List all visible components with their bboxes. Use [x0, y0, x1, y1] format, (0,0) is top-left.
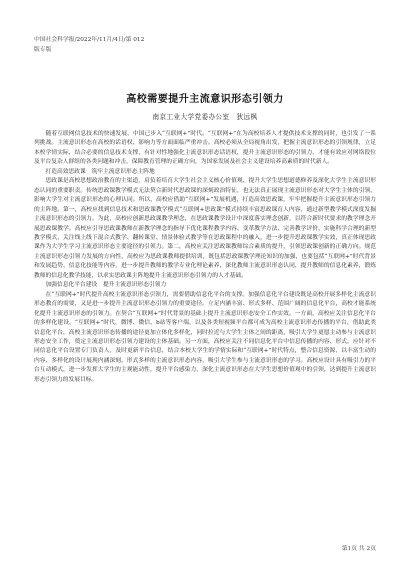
section-heading-2: 加强信息化平台建设 提升主流意识形态引领力	[45, 282, 167, 289]
article-title: 高校需要提升主流意识形态引领力	[126, 94, 284, 105]
article-author: 南京工业大学党委办公室 狄远枫	[152, 113, 258, 121]
paragraph-section-2: 在“互联网+”时代提升高校主流意识形态引领力，需要借助信息化平台的支撑。加强信息化平台建设既是高校开展多样化主流意识形态教育的需要，又是进一步提升主流意识形态引领力的重要途径。立足内涵丰富、形式多样、范围广阔的信息化平台，高校才能系统化提升主流意识形态的引领力。在契合“互联网+”时代背景的基础上提升主流意识形态安全工作实效。一方面，高校应关注信息化平台的多样化建设。“互联网+”时代，微博、微信、b站等客户端，以及各类短视频平台都可成为高校主流意识形态传播的平台，借助此类信息化平台，高校主流意识形态传播的途径更加立体化多样化，同时拉近与大学生主体之间的距离，吸引大学生更愿主动参与主流意识形态安全工作，奠定主流意识形态引领力建设的主体基础。另一方面，高校应关注不同信息化平台中信息传播的内容、形式，应针对不同信息化平台设置专门负责人，及时更新平台信息，结合本校大学生的学情实际和“互联网+”时代特点，整合信息资源，以丰富生动的内容、多样化的设计展现内涵深刻、形式多样的主流意识形态内容，吸引大学生参与主流意识形态的学习。高校应设计具有吸引力的平台互动模式，进一步发挥大学生的主观能动性，提升平台感染力，深化主流意识形态在大学生思想价值观中的引领，达到提升主流意识形态引领力的发展目标。	[34, 291, 376, 383]
column-line: 版专版	[34, 46, 52, 53]
page-number: 第1页 共 2页	[341, 546, 376, 552]
paragraph-intro: 随着互联网信息技术的快速发展，中国已步入“互联网+”时代。“互联网+”在为高校培养人才提供技术支撑的同时，也引发了一系列挑战。主流意识形态在高校的话语权、影响力等方面面临严重冲击。高校必须从全局视角出发，把握主流意识形态的引领规律，立足本校学情实际，结合必要的信息技术支撑，有针对性地强化主流意识形态话语权，提升主流意识形态的引领力，才能有效应对网络段位及平台复杂人群组的各类问题和冲击，保障教育管理的正确方向，为国家发展及社会主义建设培养高素质的时代新人。	[34, 131, 376, 166]
source-line: 中国社会科学报/2022年/11月/4日/第 012	[34, 37, 145, 43]
section-heading-1: 打造高效思政课 筑牢主流意识形态主阵地	[45, 168, 155, 175]
article-body	[34, 130, 376, 385]
source-header	[34, 36, 144, 55]
paragraph-section-1: 思政课是高校思想政治教育的主渠道，肩负着培育大学生社会主义核心价值观、提升大学生思想道德修养及深化大学生主流意识形态认同的重要职责。传统思政课教学模式无法契合新时代思政课的深刻政治特征，也无法真正展现主流意识形态对大学生主体的引领，影响大学生对主流意识形态的心理认同。所以，高校应借助“互联网+”发展机遇，打造高效思政课，牢牢把握提升主流意识形态引领力的主阵地。第一，高校应找到信息技术和思政课教学模式“互联网+思政课”模式持续丰富思政课育人内容，通过新型教学模式深度发掘主流意识形态的引领力。为此，高校应创新思政课教学理念，在思政课教学设计中深度落实理念创新，以符合新时代要求的教学理念开展思政课教学。高校应引导思政课教师在新教学理念的指导下优化课程教学内容、变革教学方法、完善教学评价，实施科学合理的新型教学模式，关注线上线下混合式教学、翻转课堂、情景体验式教学等在思政课程中的融入，进一步提升思政课教学实效，真正体现思政课作为大学生学习主流意识形态主要途径的引领力。第二，高校应关注思政课教师综合素质的提升，引领思政课创新的正确方向。规范主流意识形态引领力发展的方向性，高校应为思政课教师提供培训，既包括思政课教学理论知识的加强，也要包括“互联网+”时代背景和发展趋势、信息化技能等内容，进一步提升教师的教学专业化理论素养，深化教师主流意识形态认同，提升教师的信息化素养，锻炼教师的信息化教学技能，以求实思政课主阵地提升主流意识形态引领力的人才基础。	[34, 178, 376, 279]
